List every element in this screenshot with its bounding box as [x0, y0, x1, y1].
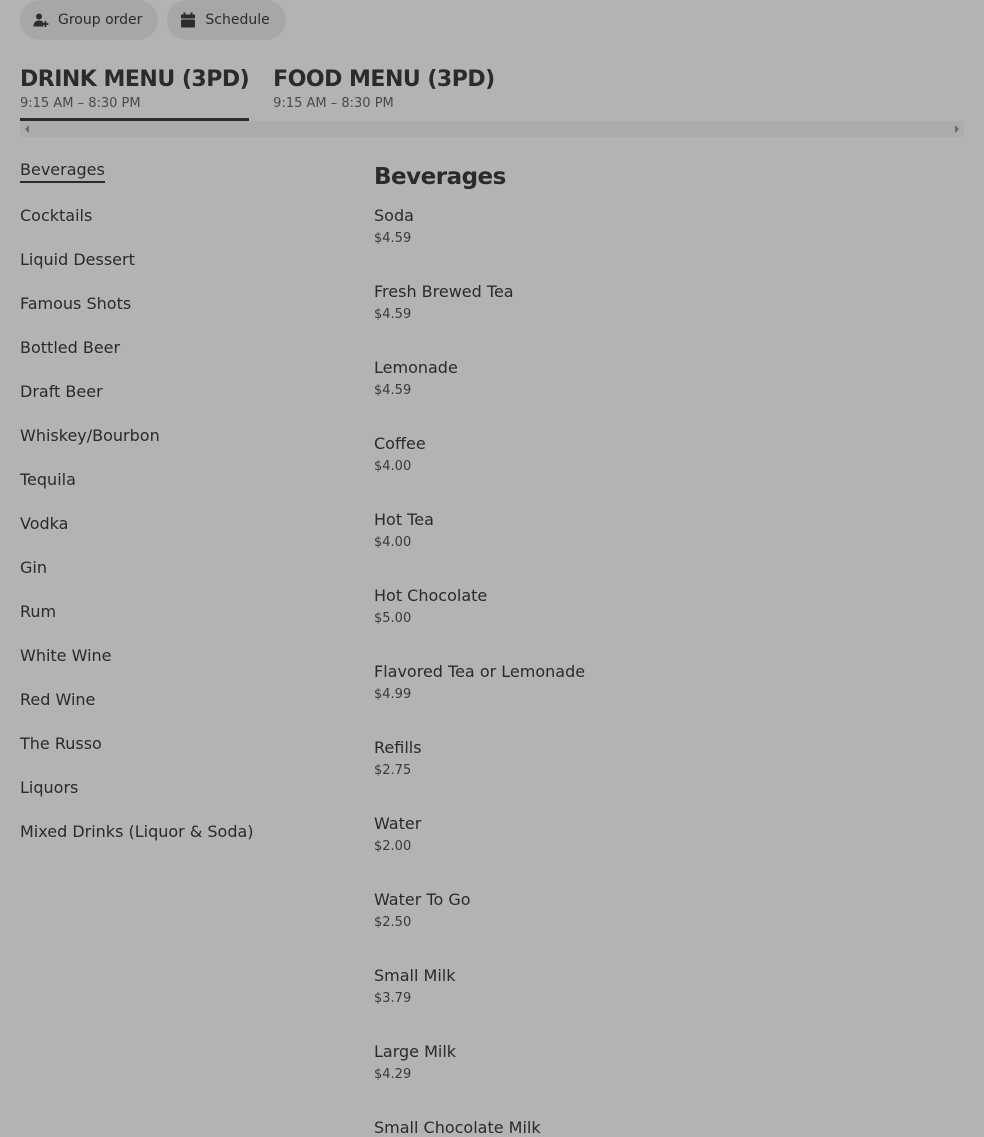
sidebar-item-red-wine[interactable] — [20, 688, 320, 732]
sidebar-item-tequila[interactable] — [20, 468, 320, 512]
sidebar-item-label: Liquors — [20, 778, 79, 797]
sidebar-item-famous-shots[interactable] — [20, 292, 320, 336]
item-name: Refills — [374, 738, 422, 757]
item-name: Fresh Brewed Tea — [374, 282, 514, 301]
item-name: Hot Tea — [374, 510, 434, 529]
sidebar-item-draft-beer[interactable] — [20, 380, 320, 424]
item-price: $2.00 — [374, 839, 412, 854]
menu-item[interactable] — [374, 434, 964, 510]
sidebar-item-liquid-dessert[interactable] — [20, 248, 320, 292]
sidebar-item-label: White Wine — [20, 646, 112, 665]
sidebar-item-label: Beverages — [20, 160, 105, 183]
tab-drink-menu[interactable] — [20, 66, 249, 120]
sidebar-item-label: Cocktails — [20, 206, 93, 225]
item-name: Small Chocolate Milk — [374, 1118, 541, 1137]
item-name: Soda — [374, 206, 414, 225]
scroll-left-arrow-icon[interactable] — [25, 125, 29, 133]
sidebar-item-gin[interactable] — [20, 556, 320, 600]
sidebar-item-white-wine[interactable] — [20, 644, 320, 688]
item-name: Flavored Tea or Lemonade — [374, 662, 586, 681]
sidebar-item-the-russo[interactable] — [20, 732, 320, 776]
item-name: Lemonade — [374, 358, 458, 377]
sidebar-item-whiskey-bourbon[interactable] — [20, 424, 320, 468]
group-order-button[interactable] — [20, 0, 158, 40]
schedule-button[interactable] — [167, 0, 285, 40]
sidebar-item-label: Gin — [20, 558, 47, 577]
menu-tabs — [20, 66, 495, 120]
item-price: $4.59 — [374, 383, 412, 398]
sidebar-item-label: Red Wine — [20, 690, 96, 709]
menu-item[interactable] — [374, 206, 964, 282]
sidebar-item-label: The Russo — [20, 734, 102, 753]
calendar-icon — [179, 11, 197, 29]
sidebar-item-bottled-beer[interactable] — [20, 336, 320, 380]
item-price: $5.00 — [374, 611, 412, 626]
item-price: $2.50 — [374, 915, 412, 930]
menu-item[interactable] — [374, 510, 964, 586]
tab-title: DRINK MENU (3PD) — [20, 67, 250, 92]
sidebar-item-label: Mixed Drinks (Liquor & Soda) — [20, 822, 254, 841]
sidebar-item-beverages[interactable] — [20, 158, 320, 204]
item-name: Water — [374, 814, 422, 833]
menu-item[interactable] — [374, 890, 964, 966]
menu-item[interactable] — [374, 282, 964, 358]
sidebar-item-label: Bottled Beer — [20, 338, 121, 357]
tab-food-menu[interactable] — [273, 66, 495, 120]
sidebar-item-label: Tequila — [20, 470, 76, 489]
menu-item[interactable] — [374, 966, 964, 1042]
item-name: Small Milk — [374, 966, 456, 985]
item-price: $3.79 — [374, 991, 412, 1006]
item-price: $4.59 — [374, 231, 412, 246]
sidebar-item-label: Famous Shots — [20, 294, 132, 313]
menu-item[interactable] — [374, 814, 964, 890]
item-name: Coffee — [374, 434, 426, 453]
order-toolbar — [20, 0, 286, 40]
item-price: $4.00 — [374, 459, 412, 474]
menu-item[interactable] — [374, 738, 964, 814]
tabs-horizontal-scrollbar[interactable] — [20, 121, 964, 137]
tab-hours: 9:15 AM – 8:30 PM — [273, 96, 394, 111]
item-name: Water To Go — [374, 890, 471, 909]
item-price: $4.00 — [374, 535, 412, 550]
sidebar-item-label: Rum — [20, 602, 57, 621]
sidebar-item-label: Draft Beer — [20, 382, 103, 401]
item-price: $4.29 — [374, 1067, 412, 1082]
category-sidebar — [20, 158, 320, 864]
sidebar-item-label: Vodka — [20, 514, 69, 533]
sidebar-item-label: Whiskey/Bourbon — [20, 426, 160, 445]
menu-item[interactable] — [374, 1042, 964, 1118]
menu-item[interactable] — [374, 1118, 964, 1137]
person-add-icon — [32, 11, 50, 29]
section-title: Beverages — [374, 164, 506, 190]
menu-item[interactable] — [374, 662, 964, 738]
menu-items-section — [374, 160, 964, 1137]
sidebar-item-cocktails[interactable] — [20, 204, 320, 248]
sidebar-item-rum[interactable] — [20, 600, 320, 644]
schedule-label: Schedule — [205, 12, 270, 28]
item-name: Large Milk — [374, 1042, 457, 1061]
menu-item[interactable] — [374, 586, 964, 662]
menu-item[interactable] — [374, 358, 964, 434]
item-name: Hot Chocolate — [374, 586, 488, 605]
sidebar-item-liquors[interactable] — [20, 776, 320, 820]
item-price: $4.99 — [374, 687, 412, 702]
sidebar-item-vodka[interactable] — [20, 512, 320, 556]
scroll-right-arrow-icon[interactable] — [955, 125, 959, 133]
sidebar-item-mixed-drinks[interactable] — [20, 820, 320, 864]
sidebar-item-label: Liquid Dessert — [20, 250, 135, 269]
tab-hours: 9:15 AM – 8:30 PM — [20, 96, 141, 111]
tab-title: FOOD MENU (3PD) — [273, 67, 495, 92]
group-order-label: Group order — [58, 12, 143, 28]
item-price: $4.59 — [374, 307, 412, 322]
item-price: $2.75 — [374, 763, 412, 778]
